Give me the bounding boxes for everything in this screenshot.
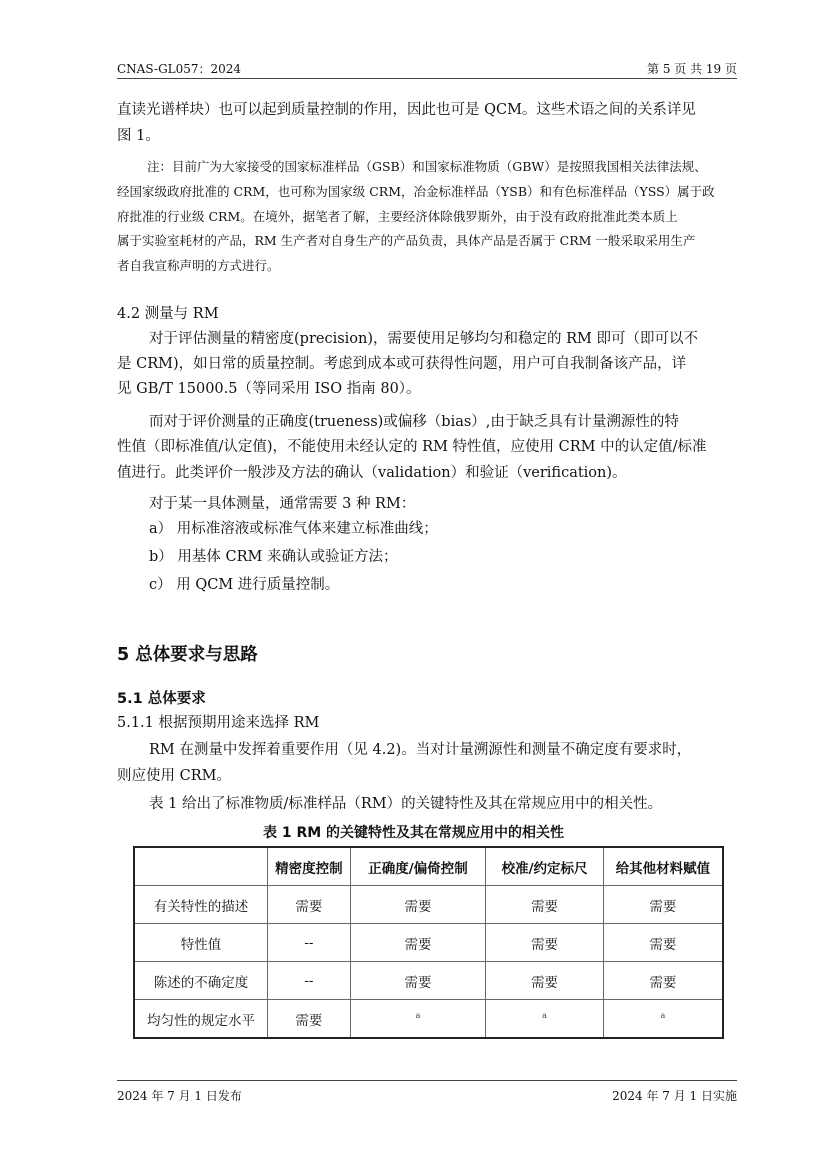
body-line: 而对于评价测量的正确度(trueness)或偏移（bias）,由于缺乏具有计量溯源性的特: [149, 414, 679, 430]
page-header: [117, 58, 737, 79]
page-number: 第 5 页 共 19 页: [647, 62, 737, 76]
table-caption: 表 1 RM 的关键特性及其在常规应用中的相关性: [262, 825, 565, 841]
header-cell: 精密度控制: [268, 847, 351, 886]
row-label: 均匀性的规定水平: [134, 1000, 268, 1039]
list-item: b） 用基体 CRM 来确认或验证方法；: [149, 549, 398, 565]
row-label: 陈述的不确定度: [134, 962, 268, 1000]
note-line: 府批准的行业级 CRM。在境外，据笔者了解，主要经济体除俄罗斯外，由于没有政府批准此类本质上: [117, 209, 678, 224]
body-line: RM 在测量中发挥着重要作用（见 4.2)。当对计量溯源性和测量不确定度有要求时，: [149, 742, 692, 758]
page-footer: [117, 1080, 737, 1105]
table-row: [134, 1000, 723, 1039]
list-item: c） 用 QCM 进行质量控制。: [149, 577, 340, 593]
section-4-2-title: 4.2 测量与 RM: [117, 306, 219, 322]
footnote-marker: a: [415, 1010, 421, 1020]
issue-date: 2024 年 7 月 1 日发布: [117, 1089, 242, 1103]
row-label: 特性值: [134, 924, 268, 962]
row-label: 有关特性的描述: [134, 886, 268, 924]
header-cell: 正确度/偏倚控制: [350, 847, 486, 886]
doc-id: CNAS-GL057：2024: [117, 62, 242, 76]
note-line: 者自我宣称声明的方式进行。: [117, 258, 280, 273]
header-cell: 给其他材料赋值: [603, 847, 723, 886]
table-cell: 需要: [486, 924, 604, 962]
footnote-marker: a: [542, 1010, 547, 1020]
table-cell: 需要: [603, 924, 723, 962]
body-line: 是 CRM)，如日常的质量控制。考虑到成本或可获得性问题，用户可自我制备该产品，详: [117, 356, 687, 372]
table-cell: 需要: [486, 962, 604, 1000]
table-cell: --: [268, 924, 351, 962]
note-line: 注：目前广为大家接受的国家标准样品（GSB）和国家标准物质（GBW）是按照我国相关法律法规、: [147, 159, 707, 174]
table-cell: 需要: [350, 962, 486, 1000]
section-5-1-1-title: 5.1.1 根据预期用途来选择 RM: [117, 715, 320, 731]
table-cell: 需要: [268, 1000, 351, 1039]
body-line: 表 1 给出了标准物质/标准样品（RM）的关键特性及其在常规应用中的相关性。: [149, 796, 663, 812]
table-row: [134, 924, 723, 962]
header-cell: [134, 847, 268, 886]
table-cell: [603, 1000, 723, 1039]
implement-date: 2024 年 7 月 1 日实施: [612, 1089, 737, 1103]
section-5-title: 5 总体要求与思路: [117, 645, 258, 665]
table-cell: 需要: [350, 886, 486, 924]
table-cell: --: [268, 962, 351, 1000]
table-row: [134, 962, 723, 1000]
list-item: a） 用标准溶液或标准气体来建立标准曲线；: [149, 521, 438, 537]
note-line: 经国家级政府批准的 CRM，也可称为国家级 CRM，冶金标准样品（YSB）和有色标准样品（YSS）属于政: [117, 184, 715, 199]
table-header-row: [134, 847, 723, 886]
body-line: 直读光谱样块）也可以起到质量控制的作用，因此也可是 QCM。这些术语之间的关系详见: [117, 102, 696, 118]
table-cell: 需要: [603, 962, 723, 1000]
body-line: 见 GB/T 15000.5（等同采用 ISO 指南 80）。: [117, 381, 421, 397]
table-cell: 需要: [268, 886, 351, 924]
body-line: 则应使用 CRM。: [117, 768, 231, 784]
footnote-marker: a: [660, 1010, 666, 1020]
table-cell: [350, 1000, 486, 1039]
table-cell: 需要: [350, 924, 486, 962]
table-row: [134, 886, 723, 924]
table-cell: 需要: [603, 886, 723, 924]
body-line: 值进行。此类评价一般涉及方法的确认（validation）和验证（verification)。: [117, 465, 627, 481]
note-line: 属于实验室耗材的产品，RM 生产者对自身生产的产品负责，具体产品是否属于 CRM 一般采取采用生产: [117, 233, 696, 248]
section-5-1-title: 5.1 总体要求: [117, 691, 206, 707]
body-line: 性值（即标准值/认定值)，不能使用未经认定的 RM 特性值，应使用 CRM 中的认定值/标准: [117, 439, 707, 455]
body-line: 对于评估测量的精密度(precision)，需要使用足够均匀和稳定的 RM 即可（即可以不: [149, 331, 698, 347]
body-line: 图 1。: [117, 128, 160, 144]
header-cell: 校准/约定标尺: [486, 847, 604, 886]
table-cell: 需要: [486, 886, 604, 924]
table-cell: [486, 1000, 604, 1039]
body-line: 对于某一具体测量，通常需要 3 种 RM：: [149, 496, 416, 512]
rm-properties-table: [133, 846, 724, 1039]
